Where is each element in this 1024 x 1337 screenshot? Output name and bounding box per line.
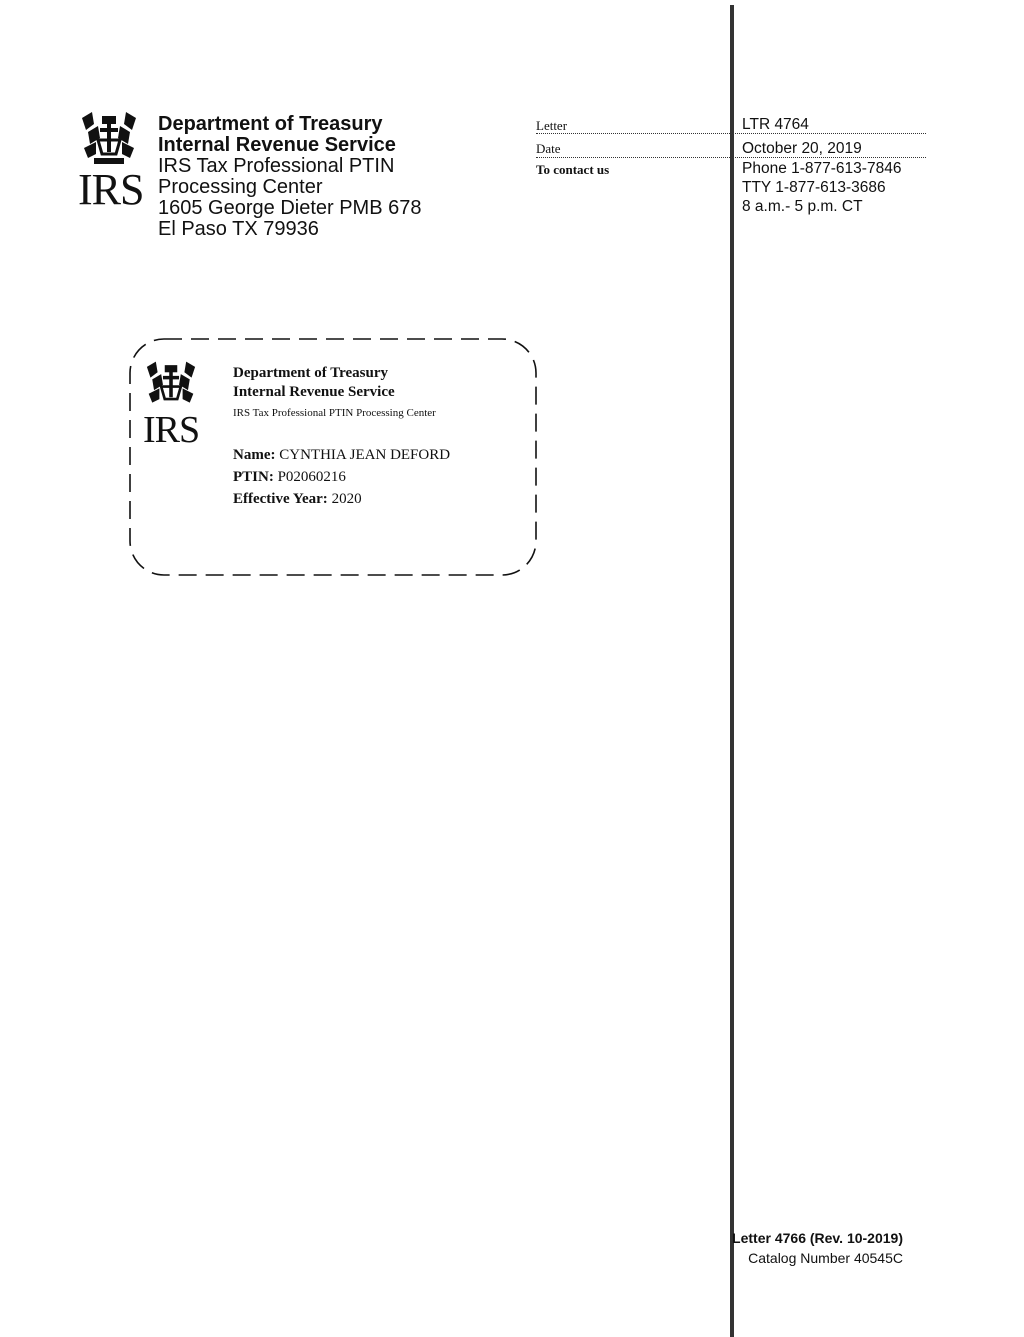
recipient-ptin: [233, 466, 450, 488]
fold-rule: [730, 5, 734, 1337]
recipient-name: [233, 444, 450, 466]
year-value: 2020: [331, 491, 362, 507]
window-org-name: Department of Treasury: [233, 365, 388, 381]
letter-label: Letter: [536, 118, 568, 133]
ptin-label: PTIN:: [233, 469, 274, 485]
org-subname: Internal Revenue Service: [158, 134, 396, 156]
date-label: Date: [536, 141, 561, 156]
ptin-value: P02060216: [277, 469, 346, 485]
eagle-emblem-icon: [143, 358, 199, 408]
sender-block: [158, 114, 422, 240]
org-center: Processing Center: [158, 176, 323, 198]
contact-tty: TTY 1-877-613-3686: [742, 179, 886, 196]
org-name: Department of Treasury: [158, 113, 383, 135]
letter-value: LTR 4764: [742, 116, 809, 133]
address-city: El Paso TX 79936: [158, 218, 319, 240]
recipient-block: [233, 364, 450, 510]
address-street: 1605 George Dieter PMB 678: [158, 197, 422, 219]
window-logo-wordmark: IRS: [143, 409, 200, 451]
window-org-subname: Internal Revenue Service: [233, 384, 395, 400]
year-label: Effective Year:: [233, 491, 328, 507]
contact-label: To contact us: [536, 162, 610, 177]
catalog-number: Catalog Number 40545C: [748, 1250, 903, 1266]
form-footer: [703, 1228, 903, 1268]
window-irs-logo: [143, 358, 205, 449]
window-org-center: IRS Tax Professional PTIN Processing Center: [233, 407, 436, 419]
eagle-emblem-icon: [78, 108, 140, 170]
name-label: Name:: [233, 447, 276, 463]
contact-hours: 8 a.m.- 5 p.m. CT: [742, 198, 863, 215]
contact-phone: Phone 1-877-613-7846: [742, 160, 902, 177]
irs-logo: [78, 108, 144, 212]
recipient-year: [233, 488, 450, 510]
name-value: CYNTHIA JEAN DEFORD: [279, 447, 451, 463]
logo-wordmark: IRS: [78, 165, 144, 214]
date-value: October 20, 2019: [742, 140, 862, 157]
form-id: Letter 4766 (Rev. 10-2019): [732, 1230, 903, 1246]
org-division: IRS Tax Professional PTIN: [158, 155, 395, 177]
